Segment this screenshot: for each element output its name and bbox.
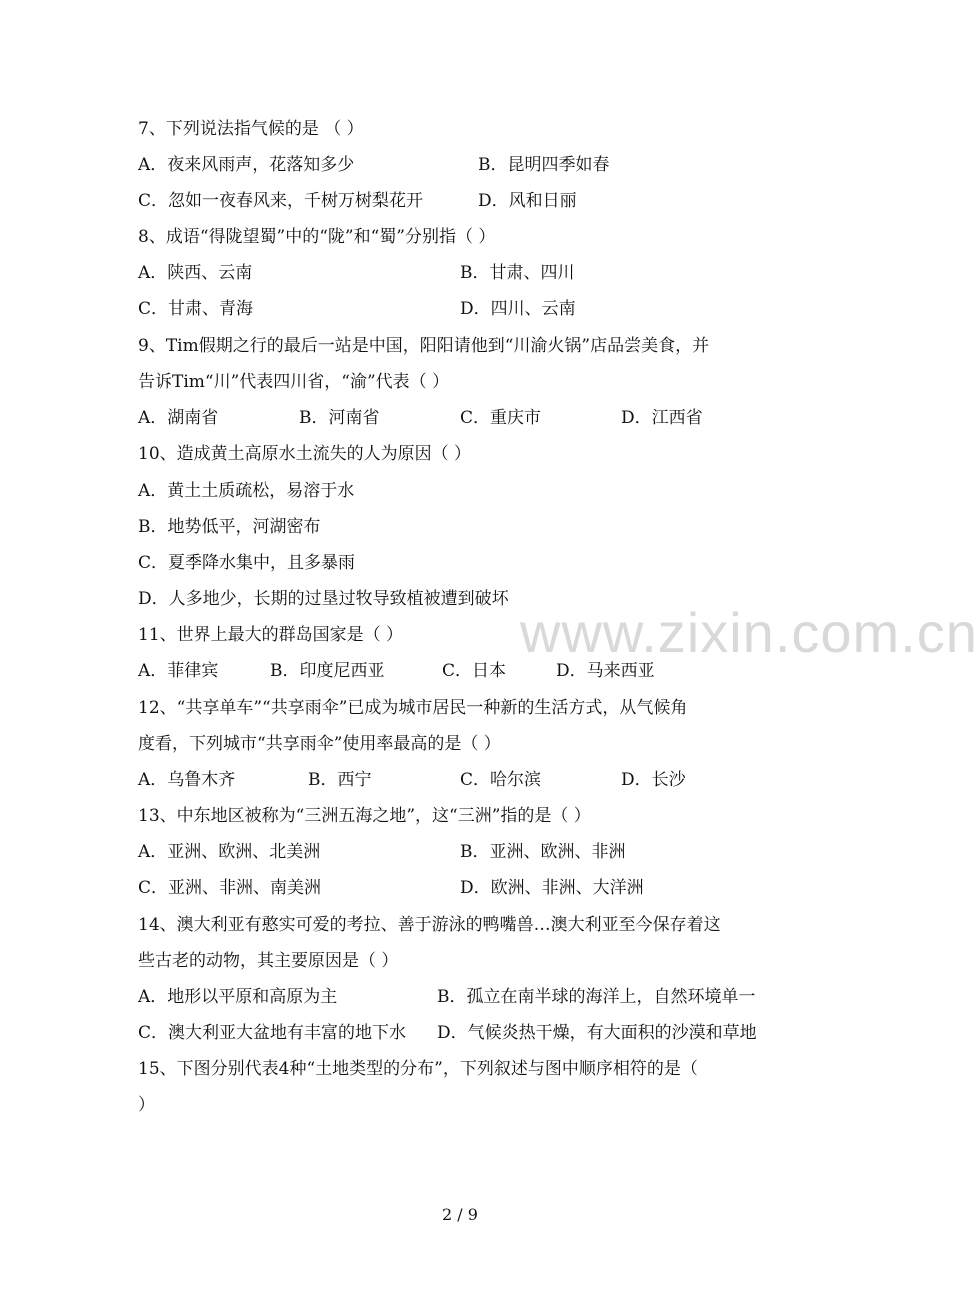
option-d: D．气候炎热干燥，有大面积的沙漠和草地 xyxy=(437,1023,757,1043)
option-d: D．长沙 xyxy=(621,770,686,790)
option-a: A．菲律宾 xyxy=(138,661,219,681)
question-9-stem xyxy=(138,334,709,358)
question-15-stem-continued xyxy=(138,1093,155,1117)
option-b: B．昆明四季如春 xyxy=(478,155,610,175)
option-b: B．甘肃、四川 xyxy=(460,263,575,283)
option-c: C．甘肃、青海 xyxy=(138,299,254,319)
option-b: B．印度尼西亚 xyxy=(270,661,385,681)
question-stem-line: 12、“共享单车”“共享雨伞”已成为城市居民一种新的生活方式，从气候角 xyxy=(138,698,688,718)
option-c: C．澳大利亚大盆地有丰富的地下水 xyxy=(138,1023,407,1043)
question-stem-line: 13、中东地区被称为“三洲五海之地”，这“三洲”指的是（ ） xyxy=(138,806,591,826)
option-a: A．亚洲、欧洲、北美洲 xyxy=(138,842,321,862)
option-c: C．亚洲、非洲、南美洲 xyxy=(138,878,322,898)
option-b: B．亚洲、欧洲、非洲 xyxy=(460,842,626,862)
question-11-stem xyxy=(138,623,403,647)
option-b: B．地势低平，河湖密布 xyxy=(138,517,321,537)
option-d: D．四川、云南 xyxy=(460,299,576,319)
option-b: B．河南省 xyxy=(299,408,380,428)
question-15-stem xyxy=(138,1057,698,1081)
question-7-stem xyxy=(138,117,364,141)
option-b: B．西宁 xyxy=(308,770,372,790)
question-stem-line: ） xyxy=(138,1095,155,1115)
option-b: B．孤立在南半球的海洋上，自然环境单一 xyxy=(437,987,756,1007)
option-a: A．地形以平原和高原为主 xyxy=(138,987,338,1007)
option-c: C．哈尔滨 xyxy=(460,770,542,790)
page-number: 2 / 9 xyxy=(442,1205,478,1224)
option-a: A．湖南省 xyxy=(138,408,219,428)
option-d: D．马来西亚 xyxy=(556,661,655,681)
option-c: C．忽如一夜春风来，千树万树梨花开 xyxy=(138,191,424,211)
question-14-stem-continued xyxy=(138,949,398,973)
question-stem-line: 9、Tim假期之行的最后一站是中国，阳阳请他到“川渝火锅”店品尝美食，并 xyxy=(138,336,710,356)
question-8-stem xyxy=(138,225,495,249)
question-9-stem-continued xyxy=(138,370,449,394)
question-10-stem xyxy=(138,442,471,466)
watermark: www.zixin.com.cn xyxy=(520,601,978,664)
question-stem-line: 8、成语“得陇望蜀”中的“陇”和“蜀”分别指（ ） xyxy=(138,227,496,247)
question-12-stem xyxy=(138,696,687,720)
question-stem-line: 告诉Tim“川”代表四川省，“渝”代表（ ） xyxy=(138,372,450,392)
question-stem-line: 11、世界上最大的群岛国家是（ ） xyxy=(138,625,404,645)
question-12-stem-continued xyxy=(138,732,501,756)
option-c: C．日本 xyxy=(442,661,507,681)
question-stem-line: 10、造成黄土高原水土流失的人为原因（ ） xyxy=(138,444,472,464)
question-stem-line: 7、下列说法指气候的是 （ ） xyxy=(138,119,364,139)
option-a: A．乌鲁木齐 xyxy=(138,770,236,790)
question-stem-line: 度看，下列城市“共享雨伞”使用率最高的是（ ） xyxy=(138,734,501,754)
question-13-stem xyxy=(138,804,591,828)
question-stem-line: 些古老的动物，其主要原因是（ ） xyxy=(138,951,399,971)
option-d: D．江西省 xyxy=(621,408,703,428)
option-a: A．黄土土质疏松，易溶于水 xyxy=(138,481,355,501)
option-c: C．重庆市 xyxy=(460,408,542,428)
option-d: D．欧洲、非洲、大洋洲 xyxy=(460,878,644,898)
question-14-stem xyxy=(138,913,721,937)
option-d: D．风和日丽 xyxy=(478,191,577,211)
option-d: D．人多地少，长期的过垦过牧导致植被遭到破坏 xyxy=(138,589,509,609)
question-stem-line: 15、下图分别代表4种“土地类型的分布”，下列叙述与图中顺序相符的是（ xyxy=(138,1059,698,1079)
option-c: C．夏季降水集中，且多暴雨 xyxy=(138,553,356,573)
option-a: A．夜来风雨声，花落知多少 xyxy=(138,155,355,175)
option-a: A．陕西、云南 xyxy=(138,263,253,283)
question-stem-line: 14、澳大利亚有憨实可爱的考拉、善于游泳的鸭嘴兽…澳大利亚至今保存着这 xyxy=(138,915,721,935)
